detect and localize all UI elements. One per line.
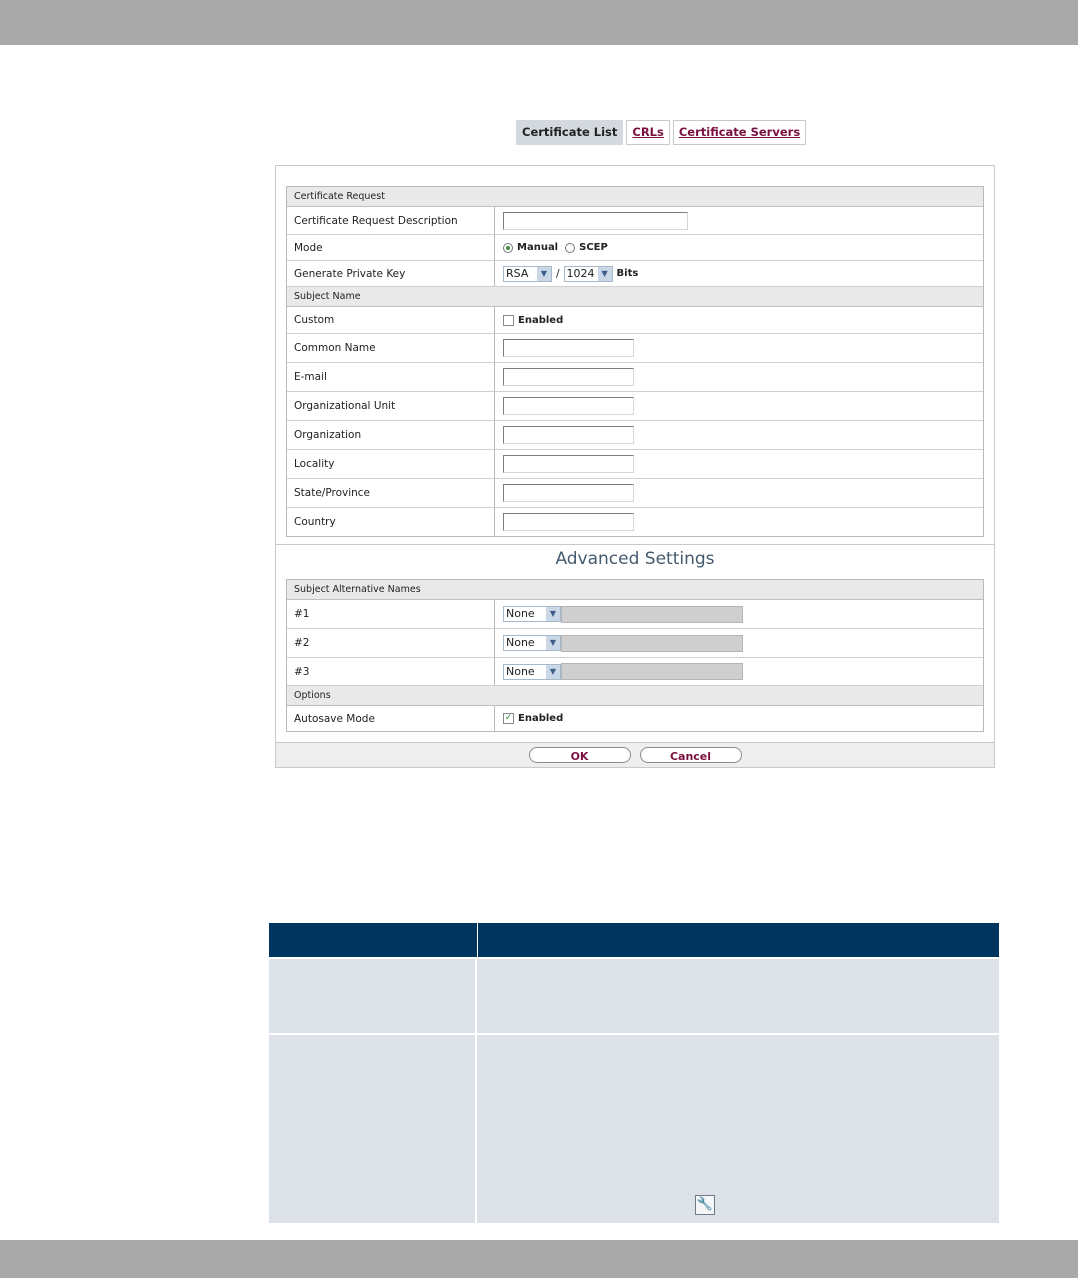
mode-manual-radio[interactable] [503,243,513,253]
san-2-label: #2 [287,629,495,657]
san-2-value-field [561,635,743,652]
table-row [269,957,999,1033]
key-algorithm-select[interactable]: RSA ▼ [503,266,552,282]
tab-certificate-servers[interactable]: Certificate Servers [673,120,806,145]
table-cell [269,1035,477,1223]
tab-certificate-list[interactable]: Certificate List [516,120,623,145]
advanced-settings-table [286,579,984,732]
description-table-header [269,923,999,957]
autosave-label: Autosave Mode [287,706,495,731]
description-label: Certificate Request Description [287,207,495,234]
private-key-label: Generate Private Key [287,261,495,286]
description-table [269,923,999,1223]
key-size-select[interactable]: 1024 ▼ [564,266,613,282]
locality-input[interactable] [503,455,634,473]
header-cell-field [269,923,478,957]
certificate-request-panel [275,165,995,768]
locality-label: Locality [287,450,495,478]
organization-input[interactable] [503,426,634,444]
table-row [269,1033,999,1223]
san-1-type-select[interactable]: None ▼ [503,606,561,622]
san-1-label: #1 [287,600,495,628]
country-label: Country [287,508,495,536]
autosave-checkbox-label: Enabled [518,713,564,724]
tab-crls[interactable]: CRLs [626,120,669,145]
common-name-input[interactable] [503,339,634,357]
section-header-options: Options [287,686,983,706]
state-province-input[interactable] [503,484,634,502]
mode-manual-label: Manual [517,242,559,253]
section-header-certificate-request: Certificate Request [287,187,983,207]
country-input[interactable] [503,513,634,531]
custom-label: Custom [287,307,495,333]
table-cell [477,959,999,1033]
chevron-down-icon: ▼ [546,636,560,650]
chevron-down-icon: ▼ [546,607,560,621]
cancel-button[interactable]: Cancel [640,747,742,763]
san-2-type-select[interactable]: None ▼ [503,635,561,651]
divider [276,544,994,545]
custom-checkbox-label: Enabled [518,314,564,326]
chevron-down-icon: ▼ [537,267,551,281]
bottom-bar [0,1240,1078,1278]
common-name-label: Common Name [287,334,495,362]
ok-button[interactable]: OK [529,747,631,763]
chevron-down-icon: ▼ [598,267,612,281]
tab-bar [516,120,806,145]
san-3-value-field [561,663,743,680]
organization-label: Organization [287,421,495,449]
state-province-label: State/Province [287,479,495,507]
mode-label: Mode [287,235,495,260]
form-footer [276,742,994,767]
wrench-icon: 🔧 [695,1195,715,1215]
table-cell [477,1035,999,1223]
san-3-type-select[interactable]: None ▼ [503,664,561,680]
table-cell [269,959,477,1033]
san-1-value-field [561,606,743,623]
section-header-subject-name: Subject Name [287,287,983,307]
email-label: E-mail [287,363,495,391]
san-3-label: #3 [287,658,495,685]
top-bar [0,0,1078,45]
description-input[interactable] [503,212,688,230]
chevron-down-icon: ▼ [546,665,560,679]
key-separator: / [556,267,560,280]
mode-scep-label: SCEP [579,242,608,253]
key-unit-label: Bits [616,268,639,279]
email-input[interactable] [503,368,634,386]
organizational-unit-input[interactable] [503,397,634,415]
organizational-unit-label: Organizational Unit [287,392,495,420]
advanced-settings-title: Advanced Settings [555,549,715,569]
mode-scep-radio[interactable] [565,243,575,253]
custom-checkbox[interactable] [503,315,514,326]
section-header-subject-alternative-names: Subject Alternative Names [287,580,983,600]
autosave-checkbox[interactable]: ✓ [504,713,513,723]
certificate-request-table [286,186,984,537]
